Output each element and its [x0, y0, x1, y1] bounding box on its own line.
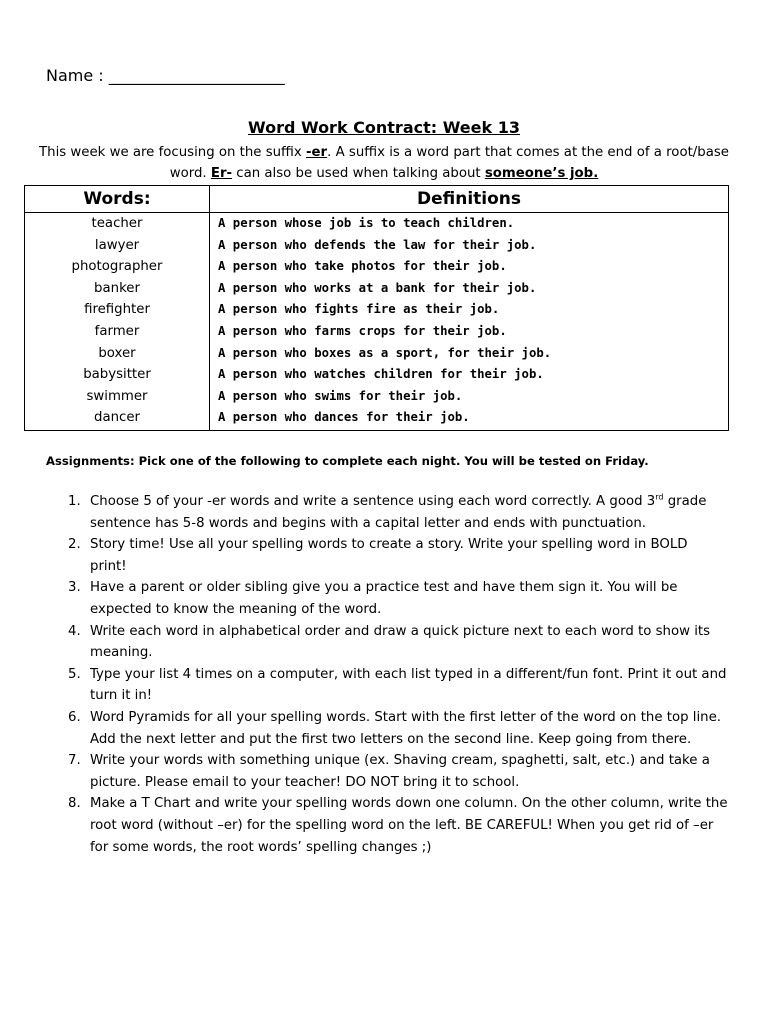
- word-item: firefighter: [84, 302, 150, 318]
- word-item: banker: [94, 280, 140, 296]
- definition-item: A person who boxes as a sport, for their job.: [218, 345, 552, 360]
- definition-item: A person who works at a bank for their job.: [218, 280, 537, 295]
- definition-item: A person who farms crops for their job.: [218, 323, 507, 338]
- word-item: lawyer: [94, 237, 140, 253]
- definitions-header: Definitions: [210, 186, 729, 213]
- assignments-list: [68, 491, 728, 858]
- job-term: someone’s job.: [484, 166, 599, 181]
- definitions-column: [210, 213, 729, 431]
- assignment-number: 6.: [68, 709, 81, 725]
- word-item: swimmer: [86, 388, 148, 404]
- intro-text-1: This week we are focusing on the suffix: [39, 145, 307, 160]
- assignment-number: 3.: [68, 580, 81, 596]
- assignment-number: 8.: [68, 796, 81, 812]
- assignments-heading: Assignments: Pick one of the following to complete each night. You will be tested on Friday.: [46, 454, 649, 468]
- name-line: Name : ______________________: [46, 66, 285, 85]
- ordinal-suffix: rd: [655, 492, 664, 502]
- assignment-item: [68, 664, 728, 707]
- assignment-text-cont: grade sentence has 5-8 words and begins with a capital letter and ends with punctuation.: [90, 494, 707, 531]
- definition-item: A person who defends the law for their job.: [218, 237, 537, 252]
- definition-item: A person who swims for their job.: [218, 388, 463, 403]
- definition-item: A person whose job is to teach children.: [218, 216, 515, 230]
- assignment-item: [68, 534, 728, 577]
- definition-item: A person who take photos for their job.: [218, 259, 507, 274]
- assignment-text: Type your list 4 times on a computer, with each list typed in a different/fun font. Print it out and turn it in!: [90, 666, 727, 704]
- word-item: babysitter: [83, 367, 151, 383]
- assignment-text: Have a parent or older sibling give you a practice test and have them sign it. You will be expected to know the meaning of the word.: [90, 580, 678, 617]
- intro-text-3: can also be used when talking about: [232, 166, 485, 181]
- assignment-number: 2.: [68, 537, 81, 553]
- assignment-text: Choose 5 of your -er words and write a sentence using each word correctly. A good 3: [90, 494, 656, 509]
- assignment-text: Make a T Chart and write your spelling words down one column. On the other column, write the root word (without –er) for the spelling word on the left. BE CAREFUL! When you get rid of –er for some words, the root words’ spelling changes ;): [90, 796, 728, 855]
- definition-item: A person who dances for their job.: [218, 410, 470, 425]
- definition-item: A person who watches children for their job.: [218, 367, 544, 382]
- assignment-text: Story time! Use all your spelling words to create a story. Write your spelling word in BOLD print!: [90, 537, 688, 574]
- assignment-item: [68, 707, 728, 750]
- words-definitions-table: [24, 185, 729, 431]
- word-item: photographer: [71, 259, 163, 275]
- word-item: dancer: [94, 410, 140, 426]
- er-term: Er-: [210, 166, 233, 181]
- assignment-item: [68, 621, 728, 664]
- assignment-item: [68, 793, 728, 858]
- assignment-number: 4.: [68, 623, 81, 639]
- words-column: [25, 213, 210, 431]
- assignment-item: [68, 577, 728, 620]
- intro-paragraph: [36, 142, 732, 184]
- assignment-text: Word Pyramids for all your spelling words. Start with the first letter of the word on the top line. Add the next letter and put the first two letters on the second line. Keep going from there.: [90, 709, 721, 747]
- assignment-item: [68, 491, 728, 534]
- assignment-number: 7.: [68, 753, 81, 769]
- words-header: Words:: [25, 186, 210, 213]
- assignment-item: [68, 750, 728, 793]
- word-item: boxer: [98, 345, 136, 361]
- page-title: Word Work Contract: Week 13: [248, 118, 520, 137]
- assignment-text: Write each word in alphabetical order and draw a quick picture next to each word to show its meaning.: [90, 623, 711, 661]
- word-item: teacher: [91, 216, 143, 231]
- suffix-term: -er: [306, 145, 328, 160]
- intro-text-2: . A suffix is a word part that comes at the end of a root/base word.: [169, 145, 729, 181]
- assignment-text: Write your words with something unique (ex. Shaving cream, spaghetti, salt, etc.) and take a picture. Please email to your teacher! DO NOT bring it to school.: [90, 753, 710, 790]
- definition-item: A person who fights fire as their job.: [218, 302, 500, 317]
- assignment-number: 1.: [68, 494, 81, 509]
- word-item: farmer: [94, 323, 140, 339]
- assignment-number: 5.: [68, 666, 81, 682]
